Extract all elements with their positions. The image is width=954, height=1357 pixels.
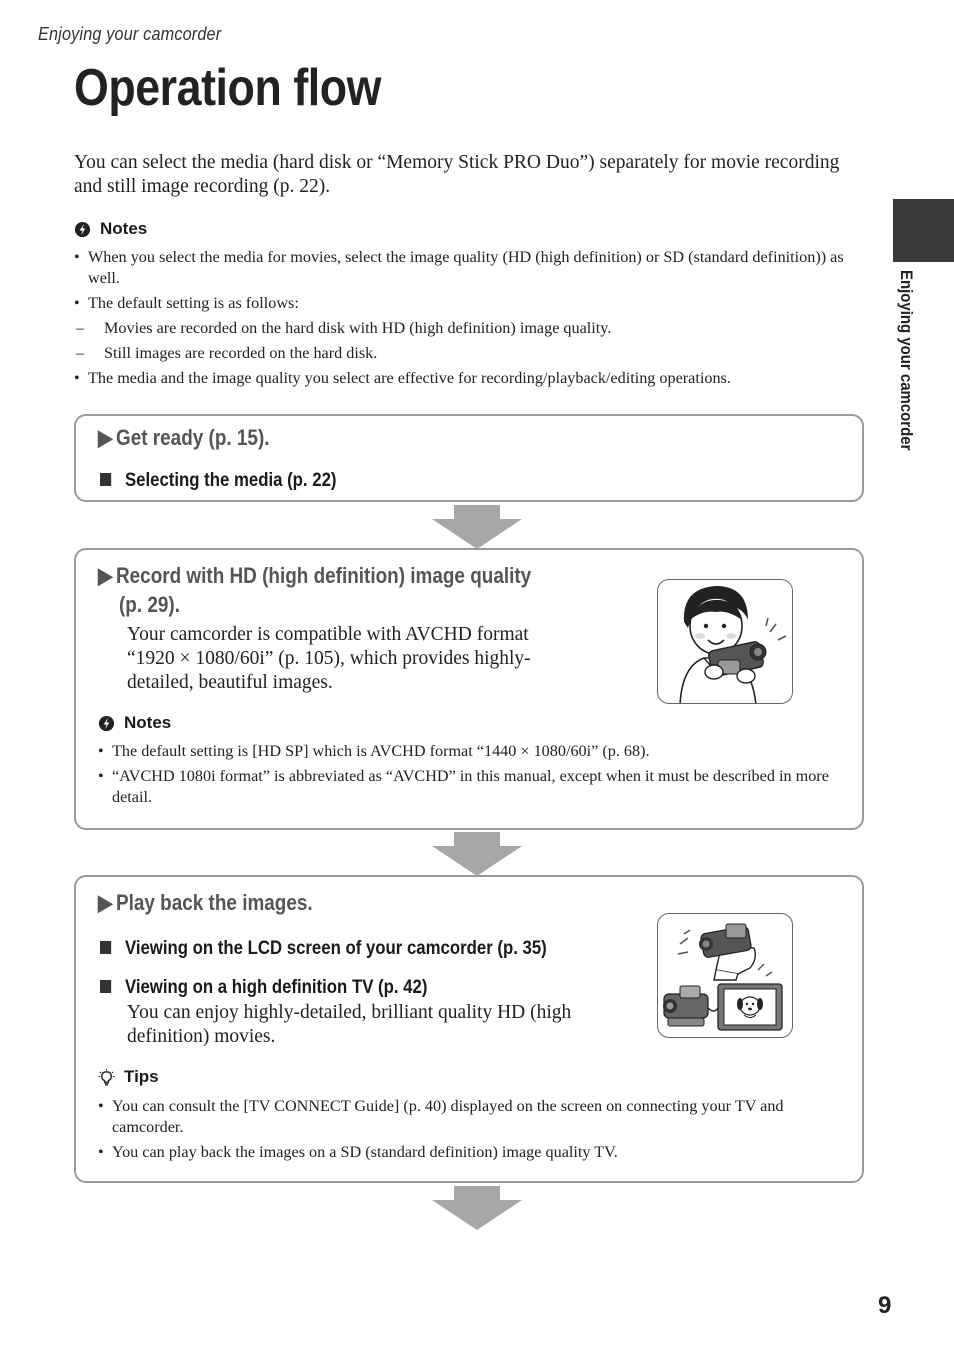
list-item: • “AVCHD 1080i format” is abbreviated as “AVCHD” in this manual, except when it must be described in more detail. xyxy=(98,766,838,808)
side-tab-marker xyxy=(893,199,954,262)
person-with-camcorder-icon xyxy=(658,580,793,704)
list-item: – Still images are recorded on the hard disk. xyxy=(74,343,854,364)
flow-arrow-down-icon xyxy=(432,1186,522,1230)
list-item: – Movies are recorded on the hard disk with HD (high definition) image quality. xyxy=(74,318,854,339)
notes-heading xyxy=(74,219,147,239)
intro-paragraph: You can select the media (hard disk or “Memory Stick PRO Duo”) separately for movie recording and still image recording (p. 22). xyxy=(74,152,840,197)
playback-illustration xyxy=(657,913,793,1038)
camcorder-tv-icon xyxy=(658,914,793,1038)
list-item: • The default setting is as follows: xyxy=(74,293,854,314)
step-title: ▶ Play back the images. xyxy=(98,890,313,915)
step-get-ready xyxy=(74,414,864,502)
lightbulb-icon xyxy=(98,1069,115,1086)
page-number: 9 xyxy=(878,1292,892,1319)
step-title-continued: (p. 29). xyxy=(119,592,180,617)
list-item: • You can consult the [TV CONNECT Guide] (p. 40) displayed on the screen on connecting your TV and camcorder. xyxy=(98,1096,848,1138)
note-icon xyxy=(98,715,115,732)
list-item: • The default setting is [HD SP] which is AVCHD format “1440 × 1080/60i” (p. 68). xyxy=(98,741,838,762)
list-item: • The media and the image quality you select are effective for recording/playback/editing operations. xyxy=(74,368,854,389)
recording-illustration xyxy=(657,579,793,704)
notes-list xyxy=(74,247,854,393)
flow-arrow-down-icon xyxy=(432,832,522,876)
page-title: Operation flow xyxy=(74,59,382,117)
step-title: ▶ Get ready (p. 15). xyxy=(98,425,270,450)
flow-arrow-down-icon xyxy=(432,505,522,549)
sub-item: Selecting the media (p. 22) xyxy=(100,469,336,492)
tips-heading: Tips xyxy=(98,1067,159,1087)
note-icon xyxy=(74,221,91,238)
section-header: Enjoying your camcorder xyxy=(38,24,222,44)
step-description: Your camcorder is compatible with AVCHD format “1920 × 1080/60i” (p. 105), which provides highly-detailed, beautiful images. xyxy=(127,624,531,693)
notes-list xyxy=(98,741,838,812)
sub-item: Viewing on a high definition TV (p. 42) xyxy=(100,976,427,999)
list-item: • When you select the media for movies, select the image quality (HD (high definition) or SD (standard definition)) as well. xyxy=(74,247,854,289)
step-description: You can enjoy highly-detailed, brilliant quality HD (high definition) movies. xyxy=(127,1002,572,1047)
tips-list xyxy=(98,1096,848,1167)
notes-heading-label: Notes xyxy=(100,219,148,238)
step-title: ▶ Record with HD (high definition) image quality xyxy=(98,563,532,588)
notes-heading: Notes xyxy=(98,713,171,733)
side-tab-label: Enjoying your camcorder xyxy=(897,270,916,451)
sub-item: Viewing on the LCD screen of your camcorder (p. 35) xyxy=(100,937,547,960)
list-item: • You can play back the images on a SD (standard definition) image quality TV. xyxy=(98,1142,848,1163)
